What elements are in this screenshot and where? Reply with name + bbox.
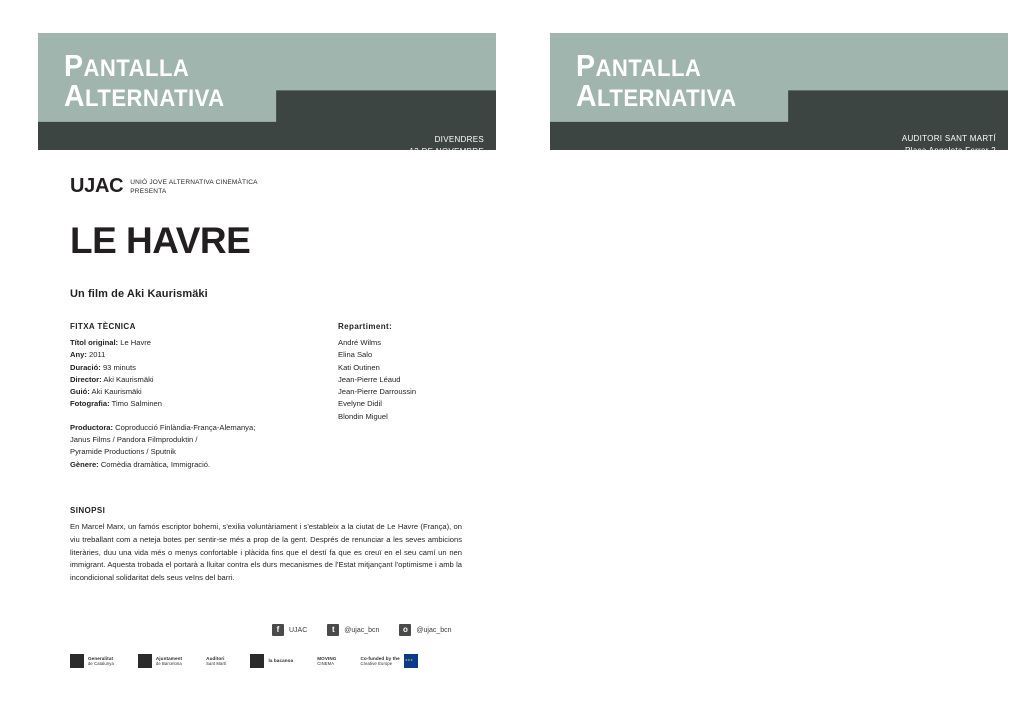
cast-list bbox=[338, 322, 488, 423]
technical-sheet bbox=[70, 322, 310, 471]
table-row: Duració: 93 minuts bbox=[70, 362, 136, 372]
list-item: Jean-Pierre Léaud bbox=[338, 374, 401, 384]
left-social-links bbox=[272, 624, 452, 636]
cast-heading: Repartiment: bbox=[338, 322, 393, 331]
list-item: Jean-Pierre Darroussin bbox=[338, 387, 417, 397]
presenter-fullname: UNIÓ JOVE ALTERNATIVA CINEMÀTICA bbox=[130, 179, 258, 186]
film-director-line: Un film de Aki Kaurismäki bbox=[70, 288, 208, 300]
synopsis-text: En Marcel Marx, un famós escriptor bohemi, s'exilia voluntàriament i s'estableix a la ciutat de Le Havre (França), on viu treballant com a neteja botes per sentir-se més a prop de la gent. Després de renunciar a les seves ambicions literàries, duu una vida més o menys confortable i plàcida fins que el destí fa que es creuï en el seu camí un nen immigrant. Aquesta trobada el portarà a lluitar contra els durs mecanismes de l'Estat mitjançant l'optimisme i amb la incondicional solidaritat dels seus veïns del barri. bbox=[70, 522, 462, 582]
list-item: André Wilms bbox=[338, 338, 382, 347]
cast-names bbox=[338, 337, 488, 423]
table-row: Gènere: Comèdia dramàtica, Immigració. bbox=[70, 459, 211, 469]
venue-metro: L2 BAC DE RODA bbox=[925, 158, 996, 168]
facebook-handle: UJAC bbox=[289, 626, 308, 634]
twitter-link[interactable] bbox=[327, 624, 379, 636]
pantalla-alternativa-logo: PANTALLA ALTERNATIVA bbox=[576, 48, 737, 113]
ajuntament-logo: Ajuntament de Barcelona bbox=[138, 653, 182, 669]
facebook-link[interactable] bbox=[272, 624, 307, 636]
table-row: Guió: Aki Kaurismäki bbox=[70, 387, 142, 397]
table-row: Janus Films / Pandora Filmproduktin / bbox=[70, 435, 198, 445]
eu-flag-icon bbox=[404, 654, 418, 668]
la-bacaroda-logo: la bacanoa bbox=[250, 653, 293, 669]
table-row: Fotografia: Timo Salminen bbox=[70, 399, 163, 409]
technical-sheet-rows bbox=[70, 337, 310, 411]
facebook-icon: f bbox=[272, 624, 284, 636]
list-item: Elina Salo bbox=[338, 350, 373, 360]
session-time: 19:30h bbox=[456, 159, 484, 170]
production-rows bbox=[70, 422, 310, 471]
list-item: Blondin Miguel bbox=[338, 411, 388, 421]
generalitat-logo: Generalitat de Catalunya bbox=[70, 653, 114, 669]
table-row: Director: Aki Kaurismäki bbox=[70, 374, 154, 384]
spacer bbox=[70, 411, 310, 422]
synopsis-block bbox=[70, 506, 462, 585]
bacaroda-mark-icon bbox=[250, 654, 264, 668]
table-row: Pyramide Productions / Sputnik bbox=[70, 447, 176, 457]
presenter-presents: PRESENTA bbox=[130, 188, 167, 196]
synopsis-heading: SINOPSI bbox=[70, 506, 106, 515]
left-sponsor-logos bbox=[70, 653, 418, 669]
session-day: DIVENDRES bbox=[434, 135, 484, 144]
creative-europe-logo: Co-funded by the Creative Europe ★★★ bbox=[360, 653, 417, 669]
session-date: 13 DE NOVEMBRE bbox=[409, 147, 484, 157]
instagram-link[interactable] bbox=[399, 624, 451, 636]
list-item: Kati Outinen bbox=[338, 362, 380, 372]
venue-address: Plaça Angeleta Ferrer 2 bbox=[905, 146, 996, 156]
instagram-icon: o bbox=[399, 624, 411, 636]
page-title: LE HAVRE bbox=[70, 220, 251, 261]
moving-cinema-logo: MOVING CINEMA bbox=[317, 655, 337, 667]
list-item: Evelyne Didil bbox=[338, 399, 382, 409]
instagram-handle: @ujac_bcn bbox=[416, 626, 452, 634]
table-row: Títol original: Le Havre bbox=[70, 338, 152, 347]
venue-name: AUDITORI SANT MARTÍ bbox=[901, 134, 996, 143]
ajuntament-mark-icon bbox=[138, 654, 152, 668]
ujac-wordmark: UJAC bbox=[70, 175, 124, 197]
generalitat-mark-icon bbox=[70, 654, 84, 668]
presenter-block bbox=[70, 176, 258, 197]
auditori-logo: Auditori Sant Martí bbox=[206, 655, 227, 667]
session-datetime bbox=[410, 134, 484, 172]
venue-info bbox=[902, 133, 996, 170]
pantalla-alternativa-logo: PANTALLA ALTERNATIVA bbox=[64, 48, 225, 113]
twitter-handle: @ujac_bcn bbox=[344, 626, 380, 634]
right-page bbox=[512, 0, 1024, 724]
presenter-subtitle bbox=[130, 176, 257, 197]
twitter-icon: t bbox=[327, 624, 339, 636]
right-header-banner bbox=[550, 33, 1008, 168]
table-row: Any: 2011 bbox=[70, 350, 106, 360]
technical-sheet-heading: FITXA TÈCNICA bbox=[70, 322, 136, 331]
table-row: Productora: Coproducció Finlàndia-França-Alemanya; bbox=[70, 422, 256, 432]
left-header-banner bbox=[38, 33, 496, 170]
